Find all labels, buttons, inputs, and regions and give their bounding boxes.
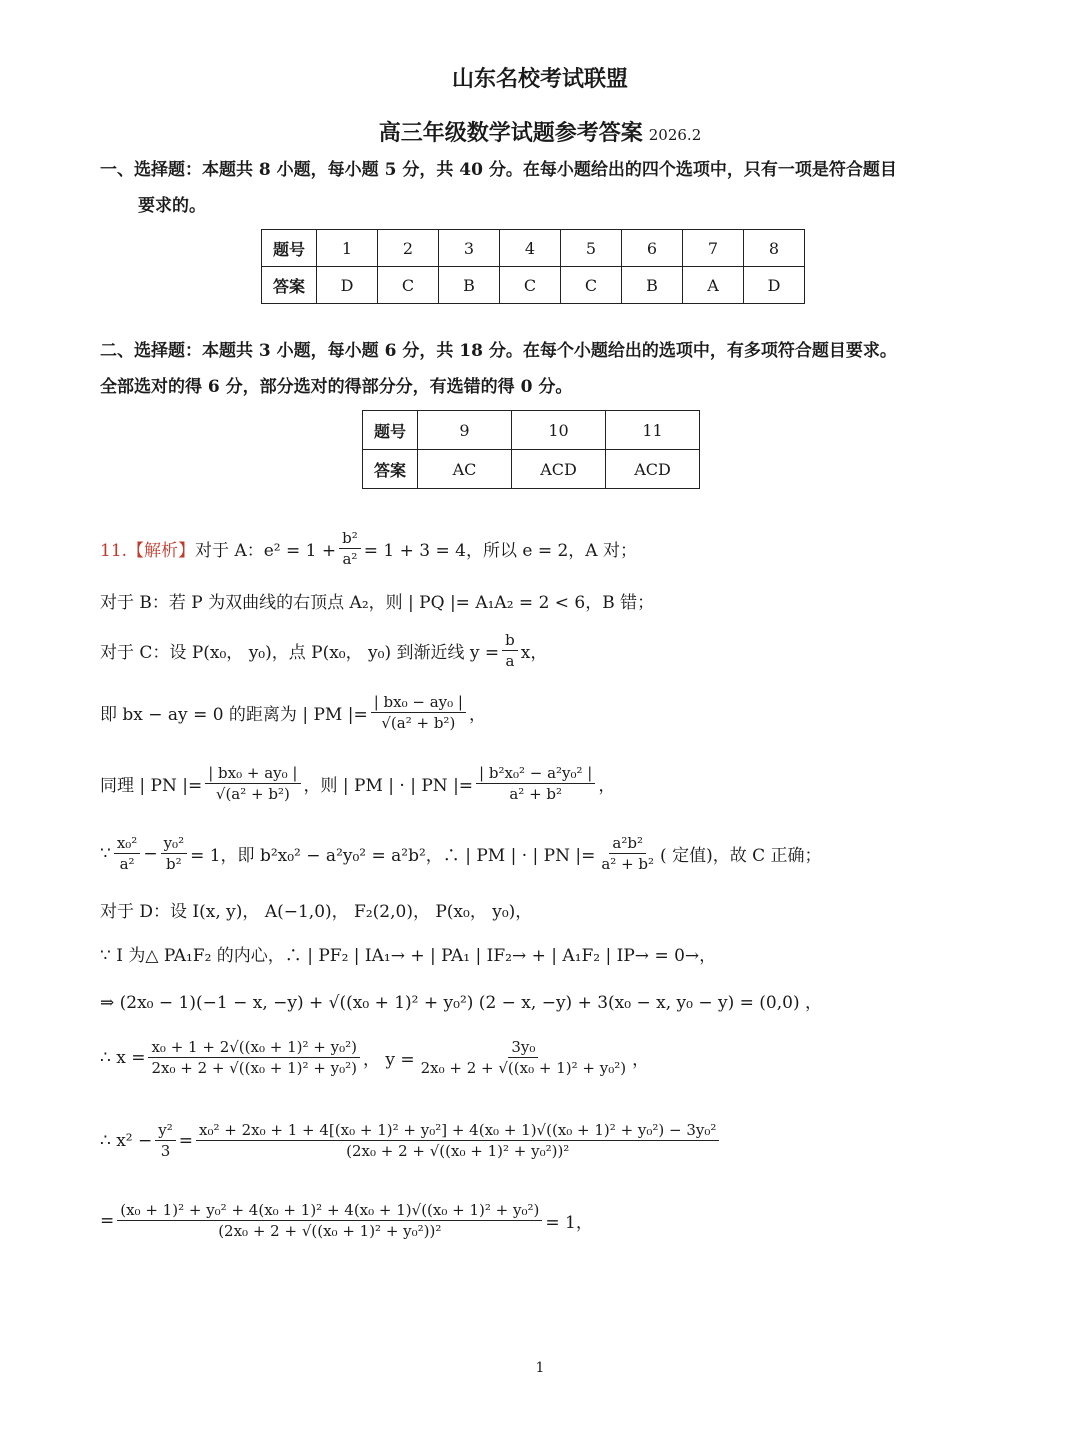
fraction	[502, 630, 518, 671]
fraction-denominator: a²	[119, 855, 135, 873]
table-cell: 1	[317, 230, 378, 267]
solution-line-h	[100, 941, 1000, 966]
table-cell: 4	[500, 230, 561, 267]
solution-line-j	[100, 1037, 1000, 1078]
table-cell: 5	[561, 230, 622, 267]
formula-text: = 1 + 3 = 4，所以 e = 2，A 对；	[363, 541, 637, 561]
fraction-numerator: | bx₀ − ay₀ |	[371, 692, 466, 713]
section1-heading-line1: 一、选择题：本题共 8 小题，每小题 5 分，共 40 分。在每小题给出的四个选项中，只有一项是符合题目	[100, 160, 897, 180]
fraction	[205, 763, 300, 804]
table-cell: A	[683, 267, 744, 304]
fraction	[117, 1200, 542, 1241]
fraction-denominator: 2x₀ + 2 + √((x₀ + 1)² + y₀²)	[420, 1059, 627, 1077]
fraction-numerator: 3y₀	[508, 1037, 538, 1058]
solution-line-b	[100, 588, 1000, 613]
solution-line-k	[100, 1120, 1000, 1161]
fraction-numerator: x₀ + 1 + 2√((x₀ + 1)² + y₀²)	[148, 1037, 359, 1058]
fraction-numerator: b	[502, 630, 518, 651]
formula-text: ∵	[100, 843, 111, 864]
formula-text: 对于 C：设 P(x₀， y₀)，点 P(x₀， y₀) 到渐近线 y =	[100, 643, 500, 663]
table-cell: 7	[683, 230, 744, 267]
table-cell: D	[317, 267, 378, 304]
solution-line-e	[100, 763, 1000, 804]
fraction-denominator: 2x₀ + 2 + √((x₀ + 1)² + y₀²)	[151, 1059, 357, 1077]
formula-text: ，	[598, 776, 616, 796]
fraction	[148, 1037, 359, 1078]
fraction	[598, 833, 657, 874]
formula-text: 同理 | PN |=	[100, 776, 203, 796]
page-number: 1	[535, 1360, 545, 1376]
formula-text: =	[100, 1210, 115, 1231]
row-label: 题号	[363, 411, 418, 450]
fraction-numerator: y²	[155, 1120, 176, 1141]
fraction-denominator: (2x₀ + 2 + √((x₀ + 1)² + y₀²))²	[218, 1222, 442, 1240]
fraction	[418, 1037, 629, 1078]
row-label: 答案	[262, 267, 317, 304]
fraction	[155, 1120, 176, 1161]
formula-text: ，	[632, 1050, 650, 1070]
table-cell: 10	[512, 411, 606, 450]
fraction-denominator: a	[505, 652, 515, 670]
formula-text: 对于 D：设 I(x, y)， A(−1,0)， F₂(2,0)， P(x₀， y₀)，	[100, 902, 533, 922]
section2-answer-table	[362, 410, 700, 489]
fraction-numerator: x₀²	[114, 833, 141, 854]
fraction	[339, 528, 361, 569]
fraction	[476, 763, 595, 804]
formula-text: −	[143, 843, 158, 864]
fraction-denominator: √(a² + b²)	[215, 785, 290, 803]
section1-heading	[100, 152, 970, 224]
section2-heading	[100, 333, 970, 405]
formula-text: 对于 B：若 P 为双曲线的右顶点 A₂，则 | PQ |= A₁A₂ = 2 < 6，B 错；	[100, 593, 655, 613]
row-label: 答案	[363, 450, 418, 489]
formula-text: = 1，	[545, 1213, 593, 1233]
table-cell: 6	[622, 230, 683, 267]
page-subtitle	[0, 116, 1080, 147]
formula-text: ⇒ (2x₀ − 1)(−1 − x, −y) + √((x₀ + 1)² + y₀²) (2 − x, −y) + 3(x₀ − x, y₀ − y) = (0,0) ，	[100, 993, 822, 1013]
fraction-denominator: a² + b²	[509, 785, 563, 803]
fraction	[371, 692, 466, 733]
table-cell: ACD	[512, 450, 606, 489]
fraction-numerator: a²b²	[609, 833, 646, 854]
section2-heading-line2: 全部选对的得 6 分，部分选对的得部分分，有选错的得 0 分。	[100, 377, 573, 397]
table-cell: 11	[606, 411, 700, 450]
fraction	[161, 833, 188, 874]
table-row	[262, 267, 805, 304]
table-cell: 8	[744, 230, 805, 267]
analysis-tag: 11.【解析】	[100, 541, 196, 561]
subtitle-text: 高三年级数学试题参考答案	[378, 120, 643, 146]
table-row	[363, 411, 700, 450]
fraction-numerator: y₀²	[161, 833, 188, 854]
solution-line-f	[100, 833, 1000, 874]
formula-text: ( 定值)，故 C 正确；	[660, 846, 822, 866]
table-cell: AC	[418, 450, 512, 489]
formula-text: ，则 | PM | · | PN |=	[303, 776, 474, 796]
section2-heading-line1: 二、选择题：本题共 3 小题，每小题 6 分，共 18 分。在每个小题给出的选项中，有多项符合题目要求。	[100, 341, 897, 361]
formula-text: 对于 A：e² = 1 +	[195, 541, 337, 561]
fraction-denominator: b²	[166, 855, 182, 873]
solution-line-l	[100, 1200, 1000, 1241]
table-cell: C	[378, 267, 439, 304]
formula-text: = 1，即 b²x₀² − a²y₀² = a²b²，∴ | PM | · | PN |=	[190, 846, 596, 866]
table-cell: ACD	[606, 450, 700, 489]
solution-line-i	[100, 988, 1000, 1013]
fraction-numerator: x₀² + 2x₀ + 1 + 4[(x₀ + 1)² + y₀²] + 4(x₀ + 1)√((x₀ + 1)² + y₀²) − 3y₀²	[196, 1120, 719, 1141]
formula-text: ∴ x =	[100, 1047, 146, 1068]
fraction-numerator: b²	[339, 528, 361, 549]
table-cell: C	[561, 267, 622, 304]
fraction-denominator: 3	[160, 1142, 171, 1160]
formula-text: 即 bx − ay = 0 的距离为 | PM |=	[100, 705, 368, 725]
fraction-denominator: a² + b²	[601, 855, 655, 873]
fraction	[114, 833, 141, 874]
section1-answer-table	[261, 229, 805, 304]
solution-line-d	[100, 692, 1000, 733]
formula-text: ∴ x² −	[100, 1130, 153, 1151]
fraction-numerator: | bx₀ + ay₀ |	[205, 763, 300, 784]
fraction-numerator: | b²x₀² − a²y₀² |	[476, 763, 595, 784]
table-cell: 3	[439, 230, 500, 267]
row-label: 题号	[262, 230, 317, 267]
page-title: 山东名校考试联盟	[451, 66, 628, 92]
table-row	[262, 230, 805, 267]
table-row	[363, 450, 700, 489]
table-cell: 9	[418, 411, 512, 450]
table-cell: D	[744, 267, 805, 304]
fraction-numerator: (x₀ + 1)² + y₀² + 4(x₀ + 1)² + 4(x₀ + 1)√((x₀ + 1)² + y₀²)	[117, 1200, 542, 1221]
formula-text: x，	[520, 643, 548, 663]
solution-line-a	[100, 528, 1000, 569]
formula-text: ， y =	[362, 1050, 415, 1070]
table-cell: 2	[378, 230, 439, 267]
exam-date: 2026.2	[648, 126, 702, 144]
formula-text: ∵ I 为△ PA₁F₂ 的内心，∴ | PF₂ | IA₁→ + | PA₁ | IF₂→ + | A₁F₂ | IP→ = 0→，	[100, 946, 717, 966]
fraction-denominator: (2x₀ + 2 + √((x₀ + 1)² + y₀²))²	[346, 1142, 570, 1160]
solution-line-c	[100, 630, 1000, 671]
table-cell: B	[439, 267, 500, 304]
section1-heading-line2: 要求的。	[138, 196, 206, 216]
table-cell: B	[622, 267, 683, 304]
formula-text: =	[178, 1130, 194, 1151]
fraction-denominator: a²	[342, 550, 358, 568]
table-cell: C	[500, 267, 561, 304]
fraction	[196, 1120, 719, 1161]
formula-text: ，	[468, 705, 486, 725]
fraction-denominator: √(a² + b²)	[381, 714, 456, 732]
solution-line-g	[100, 897, 1000, 922]
